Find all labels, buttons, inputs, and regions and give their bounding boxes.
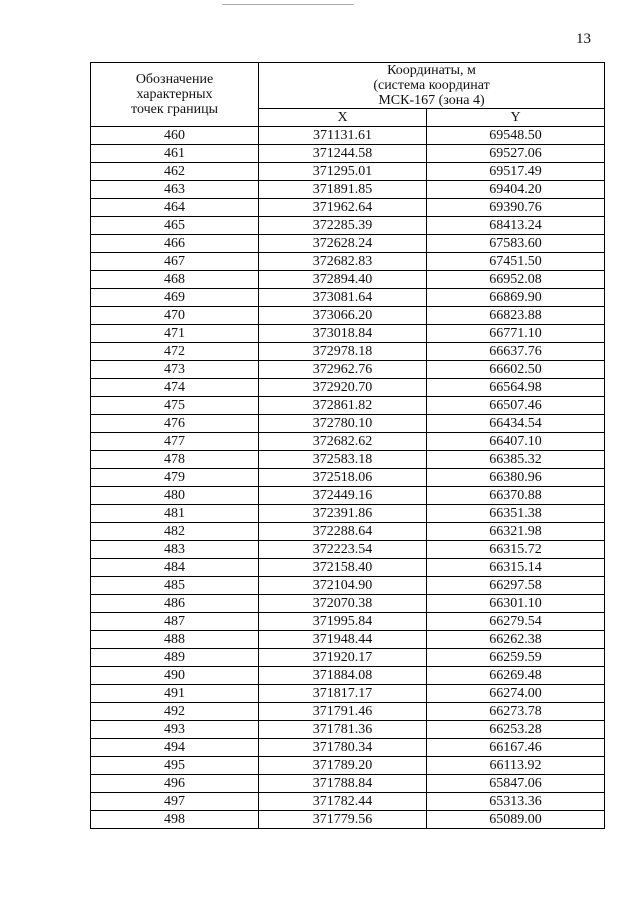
table-row [91, 487, 605, 505]
point-id-cell: 469 [91, 289, 259, 307]
point-id-cell: 464 [91, 199, 259, 217]
x-coordinate-cell: 372518.06 [259, 469, 427, 487]
table-row [91, 145, 605, 163]
table-row [91, 505, 605, 523]
point-id-cell: 472 [91, 343, 259, 361]
point-id-cell: 497 [91, 793, 259, 811]
y-coordinate-cell: 69517.49 [427, 163, 605, 181]
x-coordinate-cell: 371789.20 [259, 757, 427, 775]
y-coordinate-cell: 66823.88 [427, 307, 605, 325]
table-body [91, 127, 605, 829]
point-id-cell: 461 [91, 145, 259, 163]
point-id-cell: 490 [91, 667, 259, 685]
point-id-cell: 483 [91, 541, 259, 559]
x-coordinate-cell: 372104.90 [259, 577, 427, 595]
y-coordinate-cell: 66253.28 [427, 721, 605, 739]
table-row [91, 415, 605, 433]
y-coordinate-cell: 66274.00 [427, 685, 605, 703]
table-row [91, 199, 605, 217]
y-coordinate-cell: 65847.06 [427, 775, 605, 793]
x-coordinate-cell: 372288.64 [259, 523, 427, 541]
y-coordinate-cell: 66279.54 [427, 613, 605, 631]
y-coordinate-cell: 66771.10 [427, 325, 605, 343]
x-coordinate-cell: 371781.36 [259, 721, 427, 739]
table-row [91, 217, 605, 235]
x-coordinate-cell: 372682.62 [259, 433, 427, 451]
y-coordinate-cell: 66315.14 [427, 559, 605, 577]
x-coordinate-cell: 372920.70 [259, 379, 427, 397]
point-id-cell: 467 [91, 253, 259, 271]
table-row [91, 325, 605, 343]
y-coordinate-cell: 66262.38 [427, 631, 605, 649]
table-row [91, 127, 605, 145]
header-point-line: точек границы [131, 102, 218, 117]
point-id-cell: 462 [91, 163, 259, 181]
point-id-cell: 479 [91, 469, 259, 487]
point-id-cell: 491 [91, 685, 259, 703]
x-coordinate-cell: 371884.08 [259, 667, 427, 685]
table-row [91, 307, 605, 325]
y-coordinate-cell: 66637.76 [427, 343, 605, 361]
y-coordinate-cell: 69404.20 [427, 181, 605, 199]
y-coordinate-cell: 66434.54 [427, 415, 605, 433]
page-number: 13 [576, 31, 591, 47]
point-id-cell: 495 [91, 757, 259, 775]
y-coordinate-cell: 66321.98 [427, 523, 605, 541]
table-row [91, 271, 605, 289]
table-row [91, 793, 605, 811]
y-coordinate-cell: 66869.90 [427, 289, 605, 307]
header-y: Y [427, 109, 605, 127]
point-id-cell: 475 [91, 397, 259, 415]
x-coordinate-cell: 372894.40 [259, 271, 427, 289]
x-coordinate-cell: 371779.56 [259, 811, 427, 829]
header-x: X [259, 109, 427, 127]
point-id-cell: 466 [91, 235, 259, 253]
x-coordinate-cell: 371920.17 [259, 649, 427, 667]
x-coordinate-cell: 372628.24 [259, 235, 427, 253]
table-row [91, 469, 605, 487]
point-id-cell: 465 [91, 217, 259, 235]
point-id-cell: 492 [91, 703, 259, 721]
point-id-cell: 487 [91, 613, 259, 631]
table-row [91, 649, 605, 667]
x-coordinate-cell: 371244.58 [259, 145, 427, 163]
x-coordinate-cell: 371948.44 [259, 631, 427, 649]
y-coordinate-cell: 66385.32 [427, 451, 605, 469]
x-coordinate-cell: 371788.84 [259, 775, 427, 793]
table-row [91, 811, 605, 829]
top-edge-mark [222, 0, 354, 5]
y-coordinate-cell: 66113.92 [427, 757, 605, 775]
x-coordinate-cell: 371995.84 [259, 613, 427, 631]
point-id-cell: 463 [91, 181, 259, 199]
table-row [91, 775, 605, 793]
table-row [91, 433, 605, 451]
point-id-cell: 493 [91, 721, 259, 739]
table-row [91, 181, 605, 199]
table-row [91, 361, 605, 379]
y-coordinate-cell: 66167.46 [427, 739, 605, 757]
table-row [91, 235, 605, 253]
y-coordinate-cell: 66380.96 [427, 469, 605, 487]
point-id-cell: 478 [91, 451, 259, 469]
table-row [91, 343, 605, 361]
table-row [91, 577, 605, 595]
x-coordinate-cell: 371131.61 [259, 127, 427, 145]
y-coordinate-cell: 67583.60 [427, 235, 605, 253]
point-id-cell: 489 [91, 649, 259, 667]
header-row [91, 63, 605, 109]
table-row [91, 397, 605, 415]
x-coordinate-cell: 371817.17 [259, 685, 427, 703]
point-id-cell: 460 [91, 127, 259, 145]
point-id-cell: 473 [91, 361, 259, 379]
header-point-line: Обозначение [135, 72, 214, 87]
coordinates-table [90, 62, 605, 829]
point-id-cell: 477 [91, 433, 259, 451]
x-coordinate-cell: 371962.64 [259, 199, 427, 217]
table-row [91, 253, 605, 271]
x-coordinate-cell: 373018.84 [259, 325, 427, 343]
x-coordinate-cell: 372962.76 [259, 361, 427, 379]
table-row [91, 667, 605, 685]
point-id-cell: 482 [91, 523, 259, 541]
x-coordinate-cell: 371891.85 [259, 181, 427, 199]
table-row [91, 289, 605, 307]
y-coordinate-cell: 66273.78 [427, 703, 605, 721]
table-row [91, 163, 605, 181]
point-id-cell: 488 [91, 631, 259, 649]
header-coordinates [259, 63, 605, 109]
table-row [91, 721, 605, 739]
table-row [91, 595, 605, 613]
y-coordinate-cell: 66301.10 [427, 595, 605, 613]
x-coordinate-cell: 372285.39 [259, 217, 427, 235]
point-id-cell: 476 [91, 415, 259, 433]
table-row [91, 703, 605, 721]
x-coordinate-cell: 371791.46 [259, 703, 427, 721]
point-id-cell: 481 [91, 505, 259, 523]
x-coordinate-cell: 371780.34 [259, 739, 427, 757]
point-id-cell: 474 [91, 379, 259, 397]
x-coordinate-cell: 372861.82 [259, 397, 427, 415]
x-coordinate-cell: 372158.40 [259, 559, 427, 577]
point-id-cell: 486 [91, 595, 259, 613]
y-coordinate-cell: 66269.48 [427, 667, 605, 685]
table-row [91, 541, 605, 559]
table-row [91, 685, 605, 703]
point-id-cell: 480 [91, 487, 259, 505]
x-coordinate-cell: 372780.10 [259, 415, 427, 433]
table-row [91, 523, 605, 541]
y-coordinate-cell: 66952.08 [427, 271, 605, 289]
x-coordinate-cell: 372449.16 [259, 487, 427, 505]
x-coordinate-cell: 372070.38 [259, 595, 427, 613]
point-id-cell: 494 [91, 739, 259, 757]
x-coordinate-cell: 372391.86 [259, 505, 427, 523]
point-id-cell: 470 [91, 307, 259, 325]
table-row [91, 451, 605, 469]
table-row [91, 739, 605, 757]
header-coords-line: Координаты, м [387, 63, 476, 78]
y-coordinate-cell: 66602.50 [427, 361, 605, 379]
x-coordinate-cell: 373066.20 [259, 307, 427, 325]
y-coordinate-cell: 69390.76 [427, 199, 605, 217]
x-coordinate-cell: 372978.18 [259, 343, 427, 361]
y-coordinate-cell: 65089.00 [427, 811, 605, 829]
header-coords-line: МСК-167 (зона 4) [378, 93, 485, 108]
point-id-cell: 484 [91, 559, 259, 577]
x-coordinate-cell: 371782.44 [259, 793, 427, 811]
table-row [91, 559, 605, 577]
table-row [91, 379, 605, 397]
point-id-cell: 468 [91, 271, 259, 289]
y-coordinate-cell: 66407.10 [427, 433, 605, 451]
y-coordinate-cell: 66297.58 [427, 577, 605, 595]
y-coordinate-cell: 66315.72 [427, 541, 605, 559]
table-row [91, 613, 605, 631]
y-coordinate-cell: 67451.50 [427, 253, 605, 271]
table-row [91, 631, 605, 649]
y-coordinate-cell: 66370.88 [427, 487, 605, 505]
y-coordinate-cell: 66351.38 [427, 505, 605, 523]
y-coordinate-cell: 69527.06 [427, 145, 605, 163]
table-row [91, 757, 605, 775]
y-coordinate-cell: 66259.59 [427, 649, 605, 667]
y-coordinate-cell: 69548.50 [427, 127, 605, 145]
point-id-cell: 496 [91, 775, 259, 793]
x-coordinate-cell: 372583.18 [259, 451, 427, 469]
x-coordinate-cell: 373081.64 [259, 289, 427, 307]
point-id-cell: 471 [91, 325, 259, 343]
header-point-line: характерных [136, 87, 213, 102]
x-coordinate-cell: 372223.54 [259, 541, 427, 559]
y-coordinate-cell: 65313.36 [427, 793, 605, 811]
header-coords-line: (система координат [373, 78, 490, 93]
point-id-cell: 498 [91, 811, 259, 829]
x-coordinate-cell: 372682.83 [259, 253, 427, 271]
y-coordinate-cell: 68413.24 [427, 217, 605, 235]
x-coordinate-cell: 371295.01 [259, 163, 427, 181]
y-coordinate-cell: 66507.46 [427, 397, 605, 415]
header-point-designation [91, 63, 259, 127]
point-id-cell: 485 [91, 577, 259, 595]
y-coordinate-cell: 66564.98 [427, 379, 605, 397]
